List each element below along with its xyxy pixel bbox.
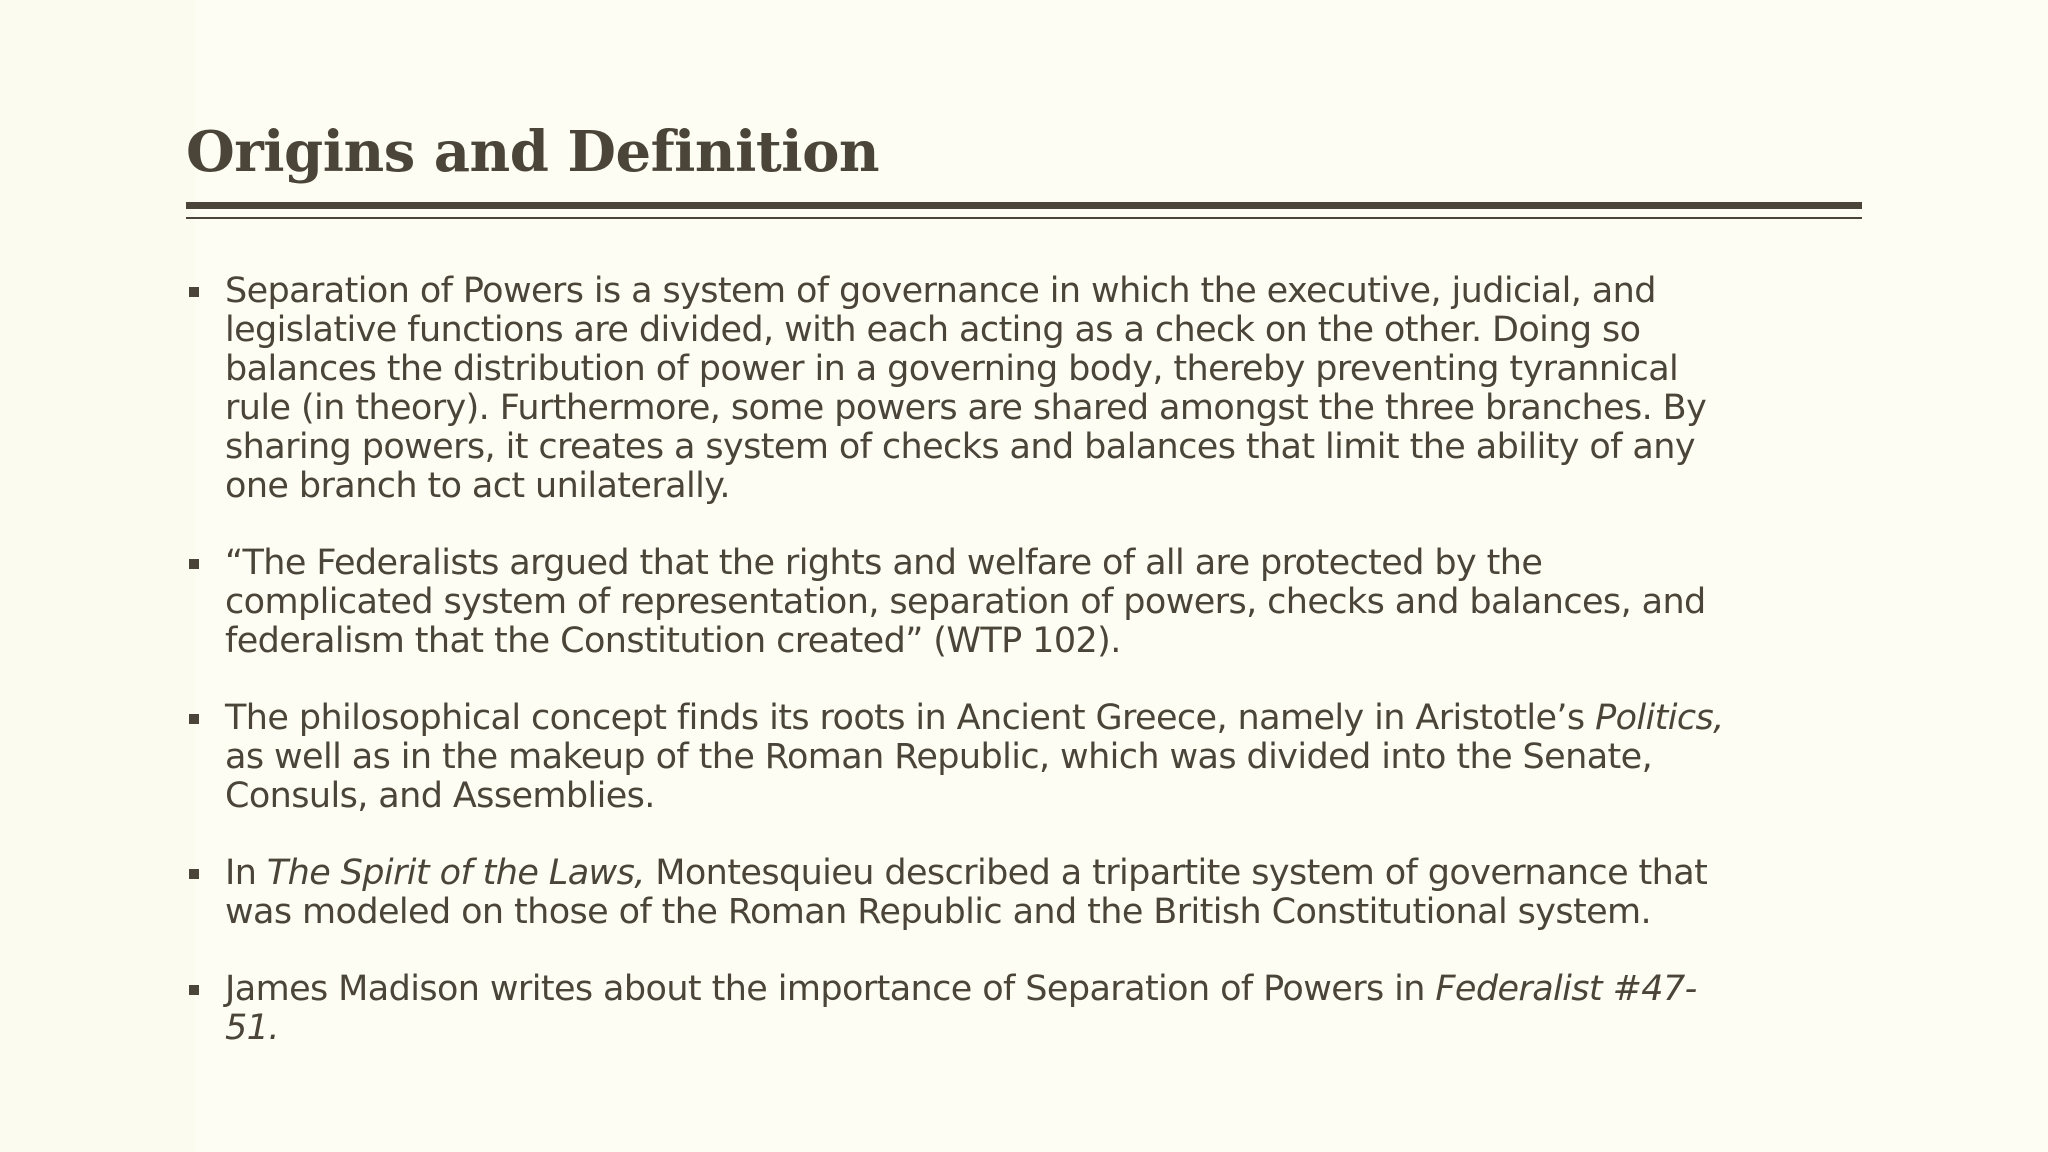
bullet-text [225,699,1876,816]
square-bullet-icon [189,287,199,297]
book-title-spirit-of-laws: The Spirit of the Laws, [266,853,645,893]
text-line: Separation of Powers is a system of governance in which the executive, judicial, and [225,271,1656,311]
text-line: Consuls, and Assemblies. [225,776,655,816]
bullet-item-ancient-roots [186,699,1876,816]
text-line: sharing powers, it creates a system of checks and balances that limit the ability of any [225,427,1695,467]
text-line [225,853,1707,893]
bullet-text [225,544,1876,661]
bullet-text [225,272,1876,506]
title-rule-thin [186,217,1862,219]
text-line: balances the distribution of power in a governing body, thereby preventing tyrannical [225,349,1679,389]
book-title-federalist: Federalist #47- [1435,969,1697,1009]
text-segment: The philosophical concept finds its roots in Ancient Greece, namely in Aristotle’s [225,698,1596,738]
text-line [225,969,1697,1009]
bullet-item-madison [186,970,1876,1048]
text-line: complicated system of representation, separation of powers, checks and balances, and [225,582,1706,622]
bullet-item-definition [186,272,1876,506]
text-line: rule (in theory). Furthermore, some powers are shared amongst the three branches. By [225,388,1707,428]
bullet-item-montesquieu [186,854,1876,932]
text-line: as well as in the makeup of the Roman Republic, which was divided into the Senate, [225,737,1653,777]
text-line: legislative functions are divided, with each acting as a check on the other. Doing so [225,310,1641,350]
text-line: “The Federalists argued that the rights and welfare of all are protected by the [225,543,1543,583]
square-bullet-icon [189,714,199,724]
text-line: federalism that the Constitution created” (WTP 102). [225,621,1121,661]
text-line: one branch to act unilaterally. [225,466,730,506]
text-segment: In [225,853,267,893]
bullet-text [225,854,1876,932]
square-bullet-icon [189,869,199,879]
bullet-list [186,272,1876,1086]
bullet-text [225,970,1876,1048]
text-line: was modeled on those of the Roman Republic and the British Constitutional system. [225,892,1652,932]
left-margin-panel [0,0,195,1152]
title-rule-thick [186,202,1862,209]
book-title-politics: Politics, [1595,698,1724,738]
text-line [225,698,1724,738]
slide-title: Origins and Definition [186,119,880,185]
text-segment: James Madison writes about the importance of Separation of Powers in [225,969,1436,1009]
bullet-item-federalists-quote [186,544,1876,661]
square-bullet-icon [189,985,199,995]
text-segment: Montesquieu described a tripartite system of governance that [644,853,1708,893]
text-line: 51. [225,1008,279,1048]
square-bullet-icon [189,559,199,569]
